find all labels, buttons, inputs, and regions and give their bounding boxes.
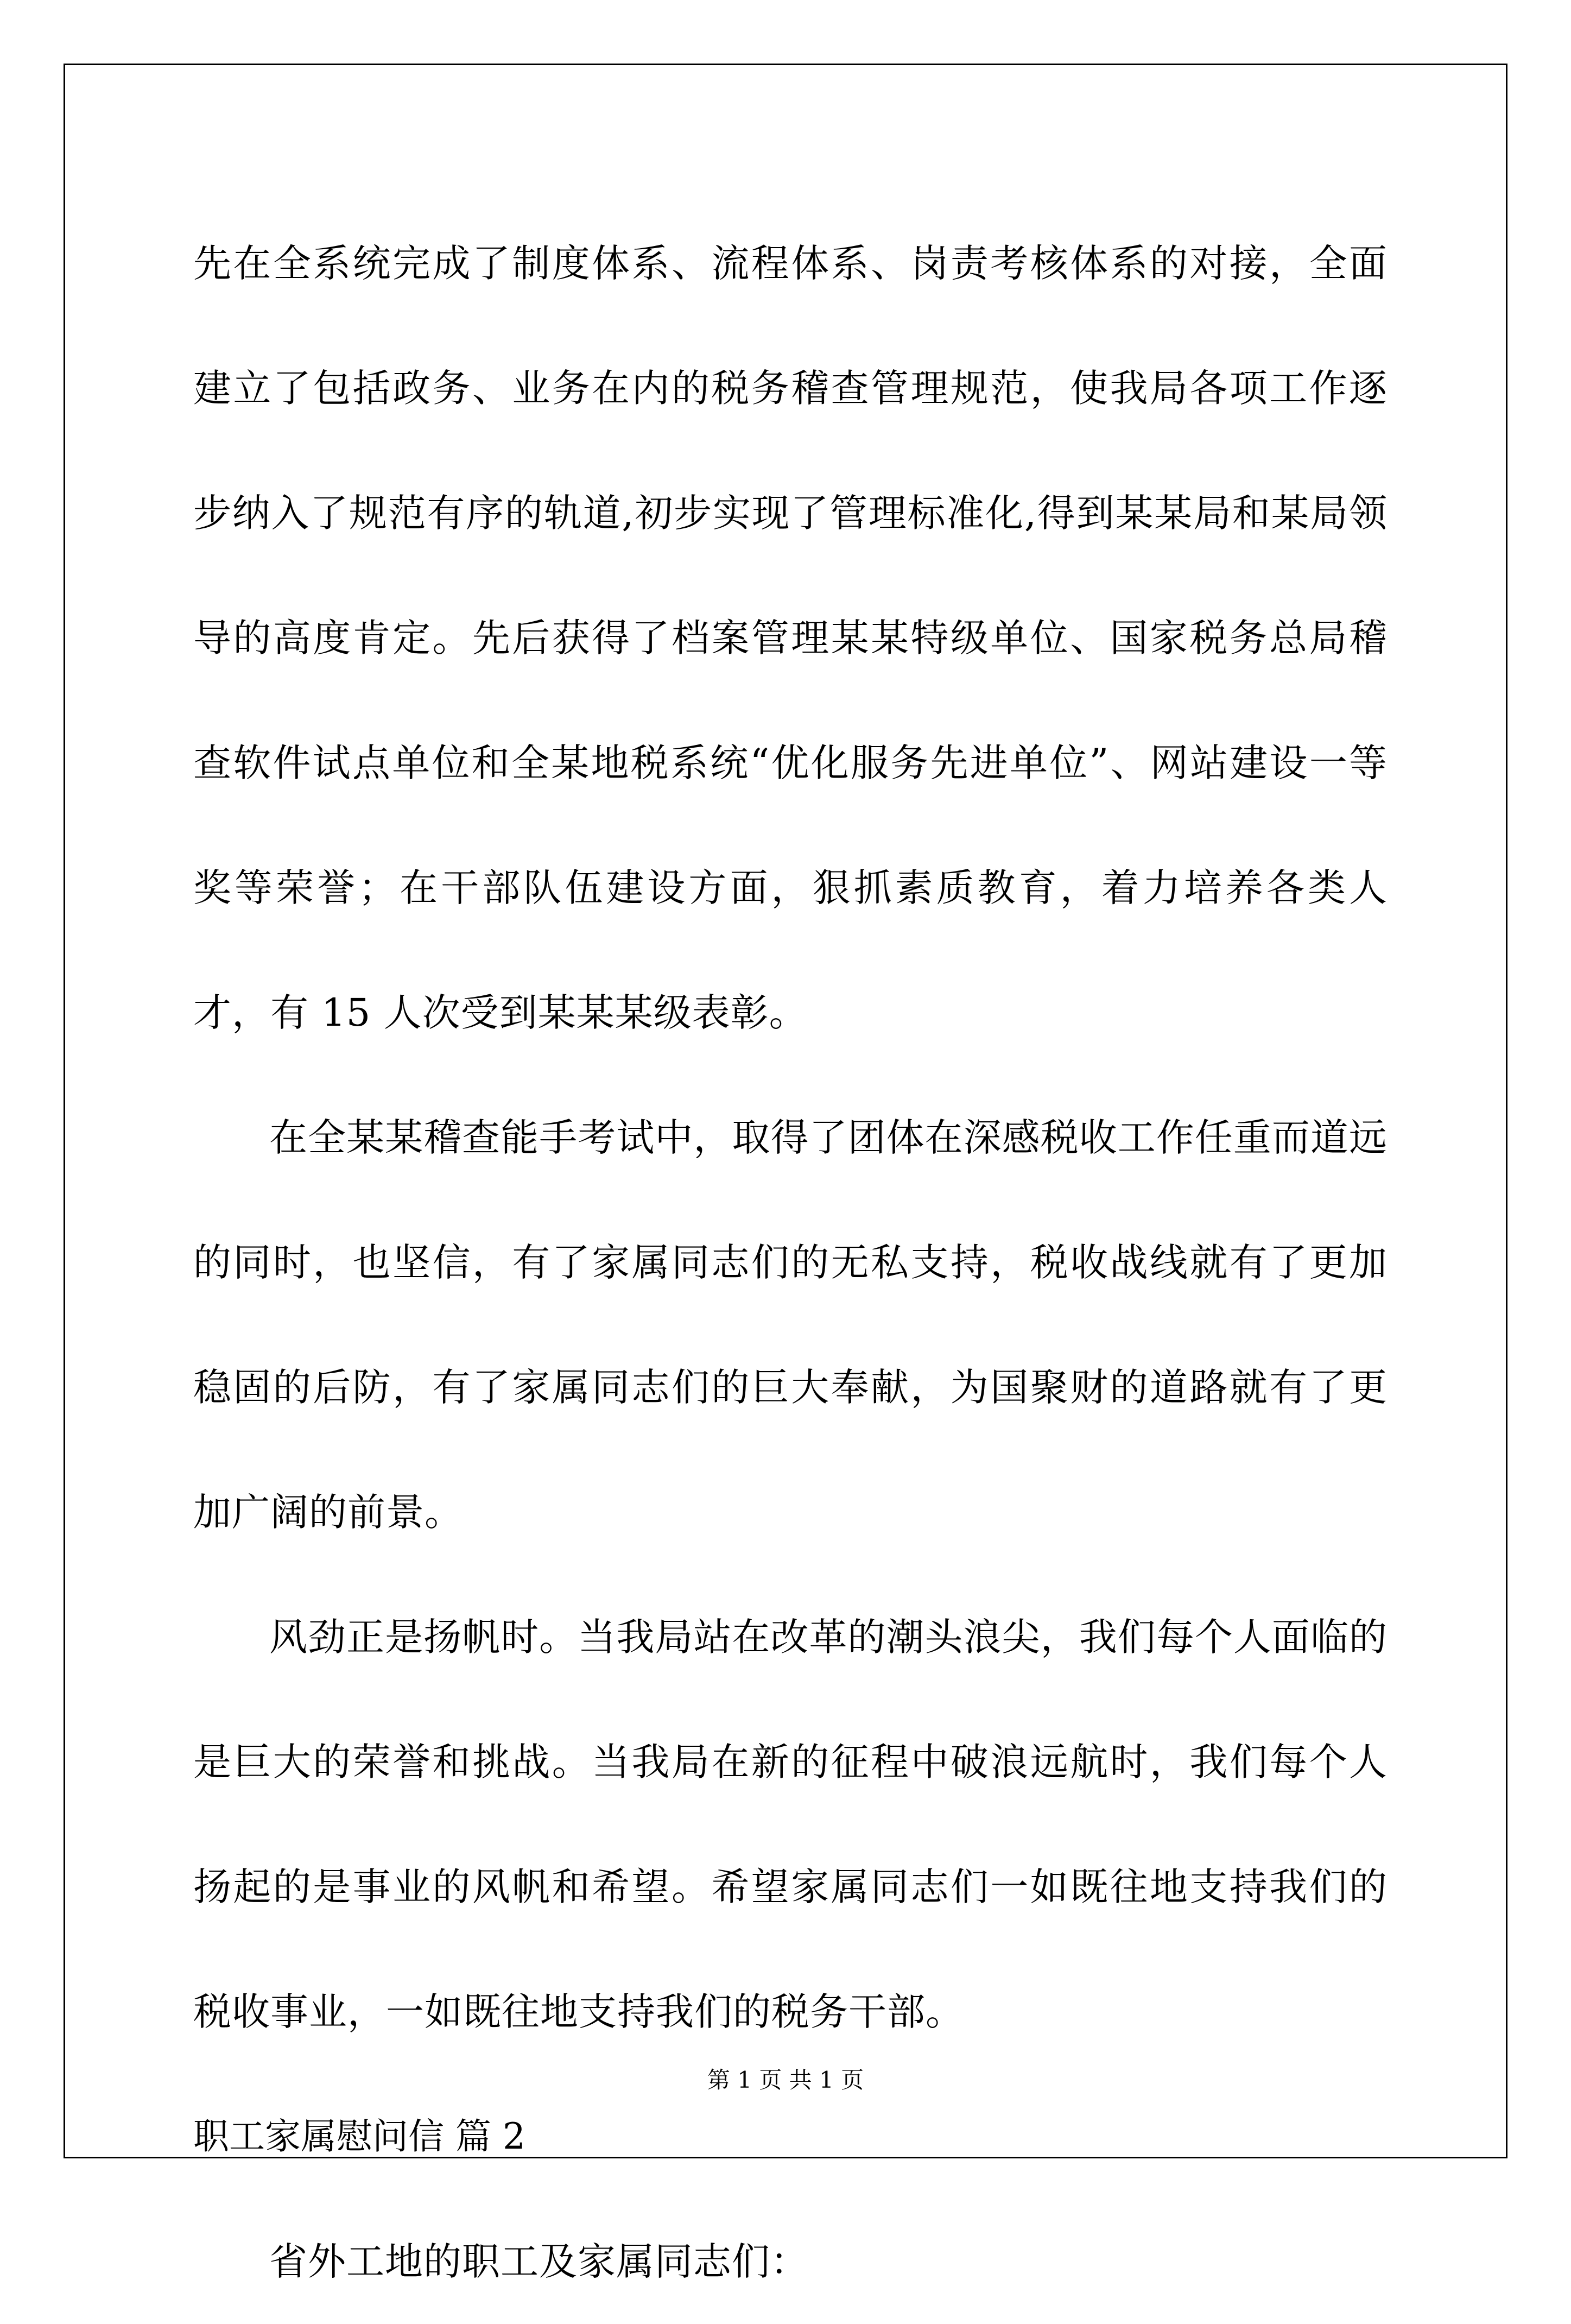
paragraph-3: 风劲正是扬帆时。当我局站在改革的潮头浪尖，我们每个人面临的是巨大的荣誉和挑战。当我局在新的征程中破浪远航时，我们每个人扬起的是事业的风帆和希望。希望家属同志们一如既往地支持我们的税收事业，一如既往地支持我们的税务干部。 [193,1615,1388,2034]
page-footer: 第 1 页 共 1 页 [707,2067,864,2093]
document-body [193,201,1388,2324]
section-heading: 职工家属慰问信 篇 2 [193,2115,525,2157]
paragraph-2: 在全某某稽查能手考试中，取得了团体在深感税收工作任重而道远的同时，也坚信，有了家属同志们的无私支持，税收战线就有了更加稳固的后防，有了家属同志们的巨大奉献，为国聚财的道路就有了更加广阔的前景。 [193,1115,1388,1534]
paragraph-continued: 先在全系统完成了制度体系、流程体系、岗责考核体系的对接，全面建立了包括政务、业务在内的税务稽查管理规范，使我局各项工作逐步纳入了规范有序的轨道,初步实现了管理标准化,得到某某局和某局领导的高度肯定。先后获得了档案管理某某特级单位、国家税务总局稽查软件试点单位和全某地税系统“优化服务先进单位”、网站建设一等奖等荣誉；在干部队伍建设方面，狠抓素质教育，着力培养各类人才，有 15 人次受到某某某级表彰。 [193,241,1388,1035]
salutation: 省外工地的职工及家属同志们： [269,2239,809,2284]
